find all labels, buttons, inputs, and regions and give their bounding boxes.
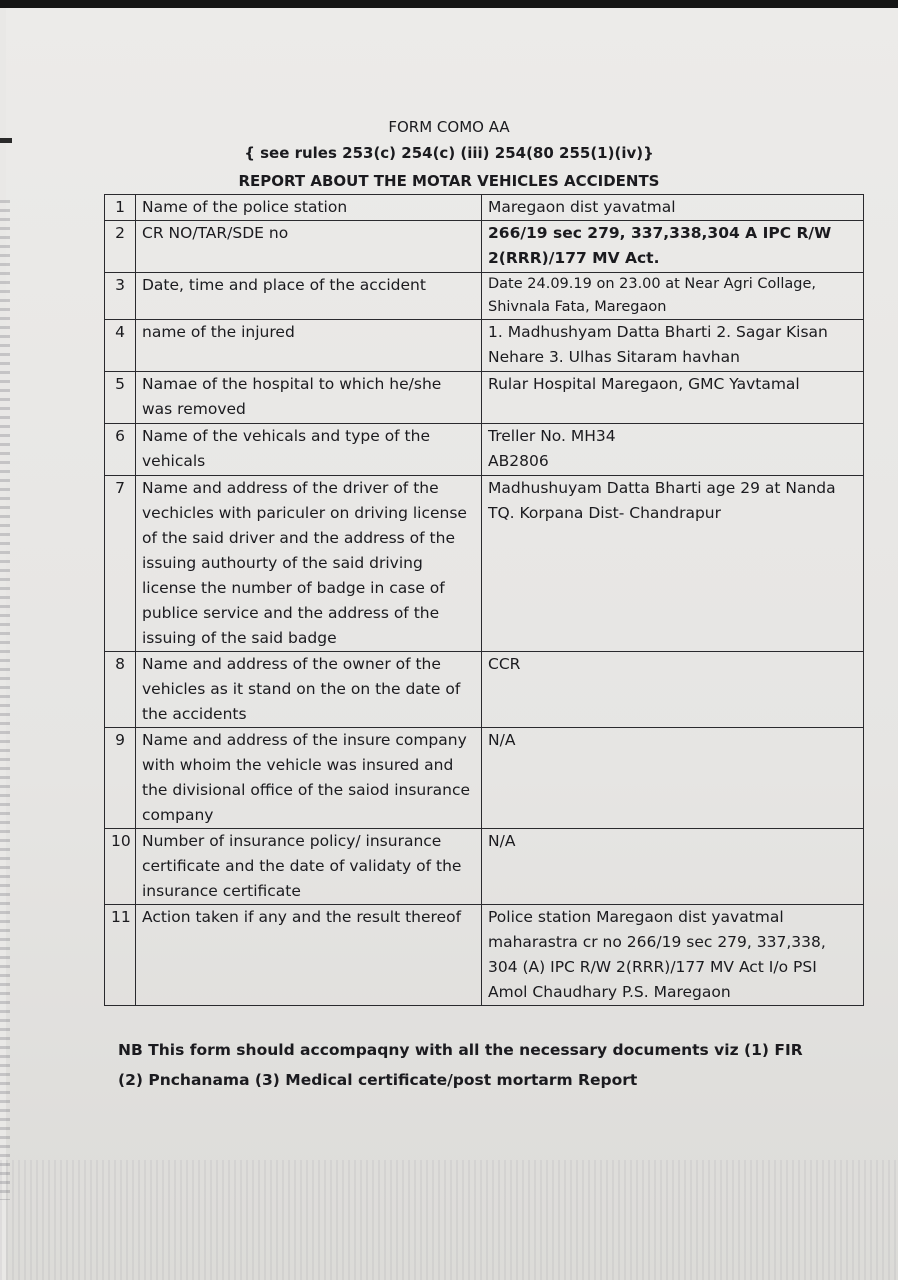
table-row: [105, 320, 864, 372]
row-number: 3: [105, 273, 136, 320]
row-value: Rular Hospital Maregaon, GMC Yavtamal: [482, 372, 864, 424]
row-label: Name and address of the insure company with whoim the vehicle was insured and the divisional office of the saiod insurance company: [136, 728, 482, 829]
row-label: name of the injured: [136, 320, 482, 372]
row-value: Police station Maregaon dist yavatmal maharastra cr no 266/19 sec 279, 337,338, 304 (A) IPC R/W 2(RRR)/177 MV Act I/o PSI Amol Chaudhary P.S. Maregaon: [482, 905, 864, 1006]
scan-noise-bottom: [0, 1160, 898, 1280]
table-row: [105, 476, 864, 652]
row-label: Date, time and place of the accident: [136, 273, 482, 320]
scan-noise-left: [0, 200, 10, 1200]
row-value: Maregaon dist yavatmal: [482, 195, 864, 221]
row-value: N/A: [482, 728, 864, 829]
table-row: [105, 424, 864, 476]
table-row: [105, 905, 864, 1006]
form-title: FORM COMO AA: [388, 118, 510, 136]
row-number: 5: [105, 372, 136, 424]
table-row: [105, 372, 864, 424]
row-label: Name and address of the driver of the vechicles with pariculer on driving license of the said driver and the address of the issuing authourty of the said driving license the number of badge in case of publice service and the address of the issuing of the said badge: [136, 476, 482, 652]
row-value: Madhushuyam Datta Bharti age 29 at Nanda TQ. Korpana Dist- Chandrapur: [482, 476, 864, 652]
report-title: REPORT ABOUT THE MOTAR VEHICLES ACCIDENTS: [238, 172, 660, 190]
row-number: 6: [105, 424, 136, 476]
scan-edge-shadow: [0, 0, 898, 8]
accident-report-table: [104, 194, 864, 1006]
table-row: [105, 195, 864, 221]
row-label: CR NO/TAR/SDE no: [136, 221, 482, 273]
row-value: Treller No. MH34 AB2806: [482, 424, 864, 476]
table-row: [105, 829, 864, 905]
row-number: 2: [105, 221, 136, 273]
row-value: 266/19 sec 279, 337,338,304 A IPC R/W 2(RRR)/177 MV Act.: [482, 221, 864, 273]
row-value: 1. Madhushyam Datta Bharti 2. Sagar Kisan Nehare 3. Ulhas Sitaram havhan: [482, 320, 864, 372]
row-number: 1: [105, 195, 136, 221]
row-number: 11: [105, 905, 136, 1006]
row-number: 8: [105, 652, 136, 728]
row-label: Action taken if any and the result thereof: [136, 905, 482, 1006]
table-row: [105, 221, 864, 273]
row-label: Name of the vehicals and type of the vehicals: [136, 424, 482, 476]
row-label: Name and address of the owner of the vehicles as it stand on the on the date of the accidents: [136, 652, 482, 728]
row-value: CCR: [482, 652, 864, 728]
row-number: 9: [105, 728, 136, 829]
row-label: Name of the police station: [136, 195, 482, 221]
row-value: N/A: [482, 829, 864, 905]
table-row: [105, 728, 864, 829]
footer-note: NB This form should accompaqny with all the necessary documents viz (1) FIR (2) Pnchanama (3) Medical certificate/post mortarm Report: [118, 1041, 803, 1089]
scan-mark: [0, 138, 12, 143]
table-row: [105, 652, 864, 728]
row-label: Number of insurance policy/ insurance certificate and the date of validaty of the insurance certificate: [136, 829, 482, 905]
row-number: 10: [105, 829, 136, 905]
table-row: [105, 273, 864, 320]
rules-reference: { see rules 253(c) 254(c) (iii) 254(80 255(1)(iv)}: [244, 144, 654, 162]
row-number: 4: [105, 320, 136, 372]
row-value: Date 24.09.19 on 23.00 at Near Agri Collage, Shivnala Fata, Maregaon: [482, 273, 864, 320]
row-number: 7: [105, 476, 136, 652]
row-label: Namae of the hospital to which he/she was removed: [136, 372, 482, 424]
